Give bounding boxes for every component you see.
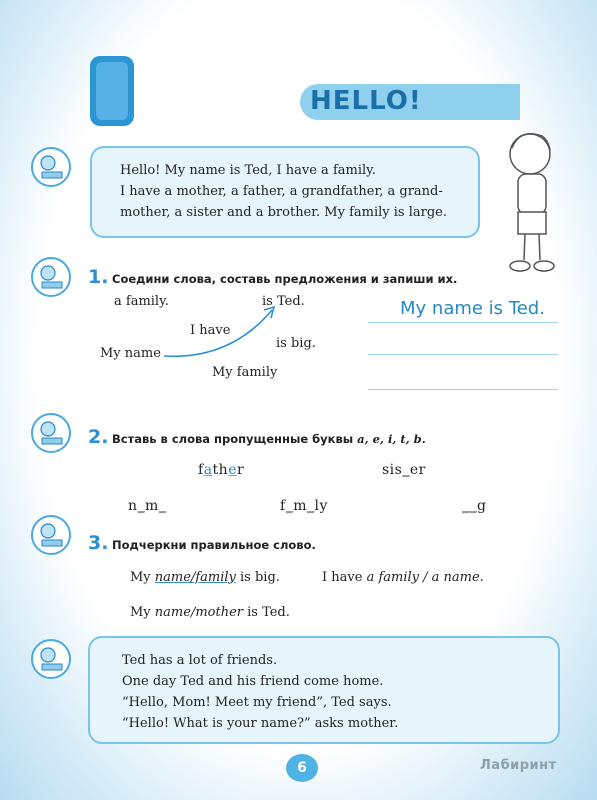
boy-illustration xyxy=(496,126,568,278)
word-name: n_m_ xyxy=(128,498,167,514)
title-band xyxy=(300,84,520,120)
answer-example: My name is Ted. xyxy=(400,298,545,319)
word-is-big: is big. xyxy=(276,336,316,351)
story-line: “Hello! What is your name?” asks mother. xyxy=(122,716,399,731)
task2-number: 2. xyxy=(88,426,109,448)
girl-reading-icon xyxy=(30,146,72,188)
word-a-family: a family. xyxy=(114,294,169,309)
story-line: Ted has a lot of friends. xyxy=(122,653,278,668)
intro-line: mother, a sister and a brother. My family is large. xyxy=(120,205,448,220)
word-g: __g xyxy=(462,498,487,514)
watermark: Лабиринт xyxy=(480,758,557,773)
girl-writing-icon xyxy=(30,412,72,454)
sentence-3: My name/mother is Ted. xyxy=(130,605,290,620)
word-father: father xyxy=(198,462,245,478)
task2-letters: a, e, i, t, b. xyxy=(357,432,426,446)
answer-line xyxy=(368,354,558,355)
word-family: f_m_ly xyxy=(280,498,328,514)
intro-text-box xyxy=(90,146,480,238)
girl-reading-icon xyxy=(30,638,72,680)
girl-writing-icon xyxy=(30,256,72,298)
story-text-box xyxy=(88,636,560,744)
girl-writing-icon xyxy=(30,514,72,556)
task1-number: 1. xyxy=(88,266,109,288)
word-is-ted: is Ted. xyxy=(262,294,305,309)
task3-number: 3. xyxy=(88,532,109,554)
page-title: HELLO! xyxy=(310,86,422,116)
word-my-name: My name xyxy=(100,346,161,361)
intro-line: I have a mother, a father, a grandfather, a grand- xyxy=(120,184,443,199)
story-line: “Hello, Mom! Meet my friend”, Ted says. xyxy=(122,695,392,710)
answer-line xyxy=(368,389,558,390)
sentence-2: I have a family / a name. xyxy=(322,570,484,585)
sentence-1: My name/family is big. xyxy=(130,570,280,585)
task3-instruction: Подчеркни правильное слово. xyxy=(112,538,316,552)
sentence-1-options: name/family xyxy=(154,570,236,585)
task2-instruction: Вставь в слова пропущенные буквы a, e, i, t, b. xyxy=(112,432,426,446)
story-line: One day Ted and his friend come home. xyxy=(122,674,384,689)
connecting-arrow xyxy=(160,302,280,362)
word-i-have: I have xyxy=(190,323,231,338)
page-number: 6 xyxy=(286,754,318,782)
task1-instruction: Соедини слова, составь предложения и запиши их. xyxy=(112,272,458,286)
answer-line xyxy=(368,322,558,323)
word-sister: sis_er xyxy=(382,462,426,478)
intro-line: Hello! My name is Ted, I have a family. xyxy=(120,163,376,178)
word-my-family: My family xyxy=(212,365,278,380)
